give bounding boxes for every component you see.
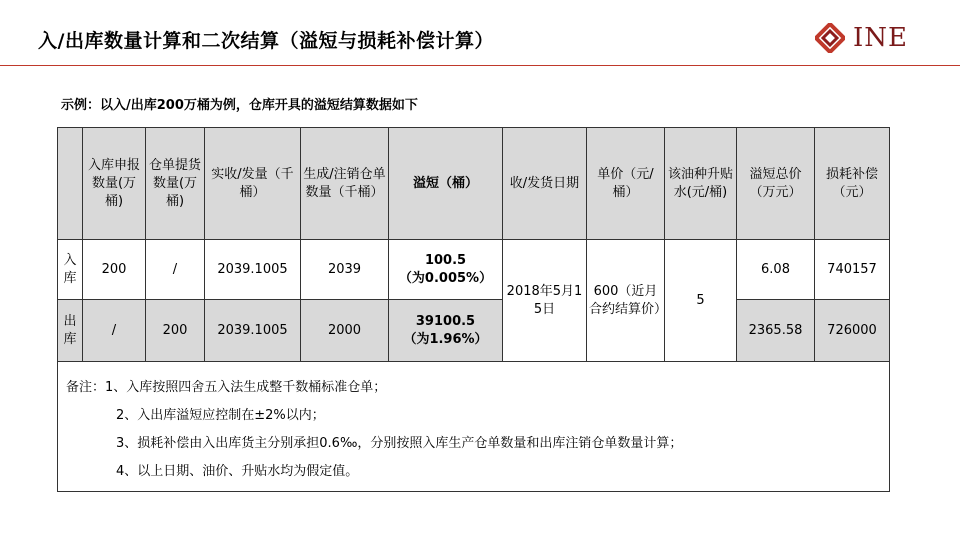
overage-value: 39100.5: [415, 313, 476, 329]
row-label: 出库: [58, 300, 83, 362]
cell-receipt: 2039: [301, 240, 389, 300]
header-cell-total: 溢短总价（万元）: [737, 128, 815, 240]
overage-value: 100.5: [424, 252, 467, 268]
header-cell-compensation: 损耗补偿（元）: [815, 128, 890, 240]
note-line: 2、入出库溢短应控制在±2%以内；: [116, 408, 325, 423]
note-line: 3、损耗补偿由入出库货主分别承担0.6‰，分别按照入库生产仓单数量和出库注销仓单数量计算；: [116, 436, 683, 451]
ine-logo: [815, 22, 908, 54]
cell-compensation: 726000: [815, 300, 890, 362]
cell-receipt: 2000: [301, 300, 389, 362]
logo-text: INE: [853, 23, 908, 53]
cell-premium: 5: [665, 240, 737, 362]
cell-compensation: 740157: [815, 240, 890, 300]
table-header-row: [58, 128, 890, 240]
header-cell-pickup: 仓单提货数量(万桶): [146, 128, 205, 240]
settlement-table: [57, 127, 890, 492]
header-divider: [0, 65, 960, 66]
note-line: 4、以上日期、油价、升贴水均为假定值。: [116, 464, 359, 479]
table-notes-row: [58, 362, 890, 492]
table-row-inbound: [58, 240, 890, 300]
row-label: 入库: [58, 240, 83, 300]
cell-pickup: 200: [146, 300, 205, 362]
cell-declared: /: [83, 300, 146, 362]
overage-percent: （为1.96%）: [403, 331, 488, 347]
header-cell-overage: 溢短（桶）: [389, 128, 503, 240]
header-cell-blank: [58, 128, 83, 240]
header-cell-premium: 该油种升贴水(元/桶): [665, 128, 737, 240]
cell-overage: [389, 240, 503, 300]
cell-date: 2018年5月15日: [503, 240, 587, 362]
cell-overage-total: 2365.58: [737, 300, 815, 362]
cell-actual: 2039.1005: [205, 300, 301, 362]
cell-overage-total: 6.08: [737, 240, 815, 300]
cell-declared: 200: [83, 240, 146, 300]
table-row-outbound: [58, 300, 890, 362]
header-cell-price: 单价（元/桶）: [587, 128, 665, 240]
cell-pickup: /: [146, 240, 205, 300]
note-line: 备注：1、入库按照四舍五入法生成整千数桶标准仓单；: [66, 380, 387, 395]
notes-cell: [58, 362, 890, 492]
overage-percent: （为0.005%）: [398, 270, 493, 286]
header-cell-declared: 入库申报数量(万桶): [83, 128, 146, 240]
cell-actual: 2039.1005: [205, 240, 301, 300]
cell-overage: [389, 300, 503, 362]
header-cell-date: 收/发货日期: [503, 128, 587, 240]
cell-price: 600（近月合约结算价）: [587, 240, 665, 362]
header-cell-actual: 实收/发量（千桶）: [205, 128, 301, 240]
ine-logo-icon: [815, 23, 845, 53]
header-cell-receipt: 生成/注销仓单数量（千桶）: [301, 128, 389, 240]
page-title: 入/出库数量计算和二次结算（溢短与损耗补偿计算）: [38, 30, 494, 52]
example-subtitle: 示例：以入/出库200万桶为例，仓库开具的溢短结算数据如下: [61, 98, 418, 113]
